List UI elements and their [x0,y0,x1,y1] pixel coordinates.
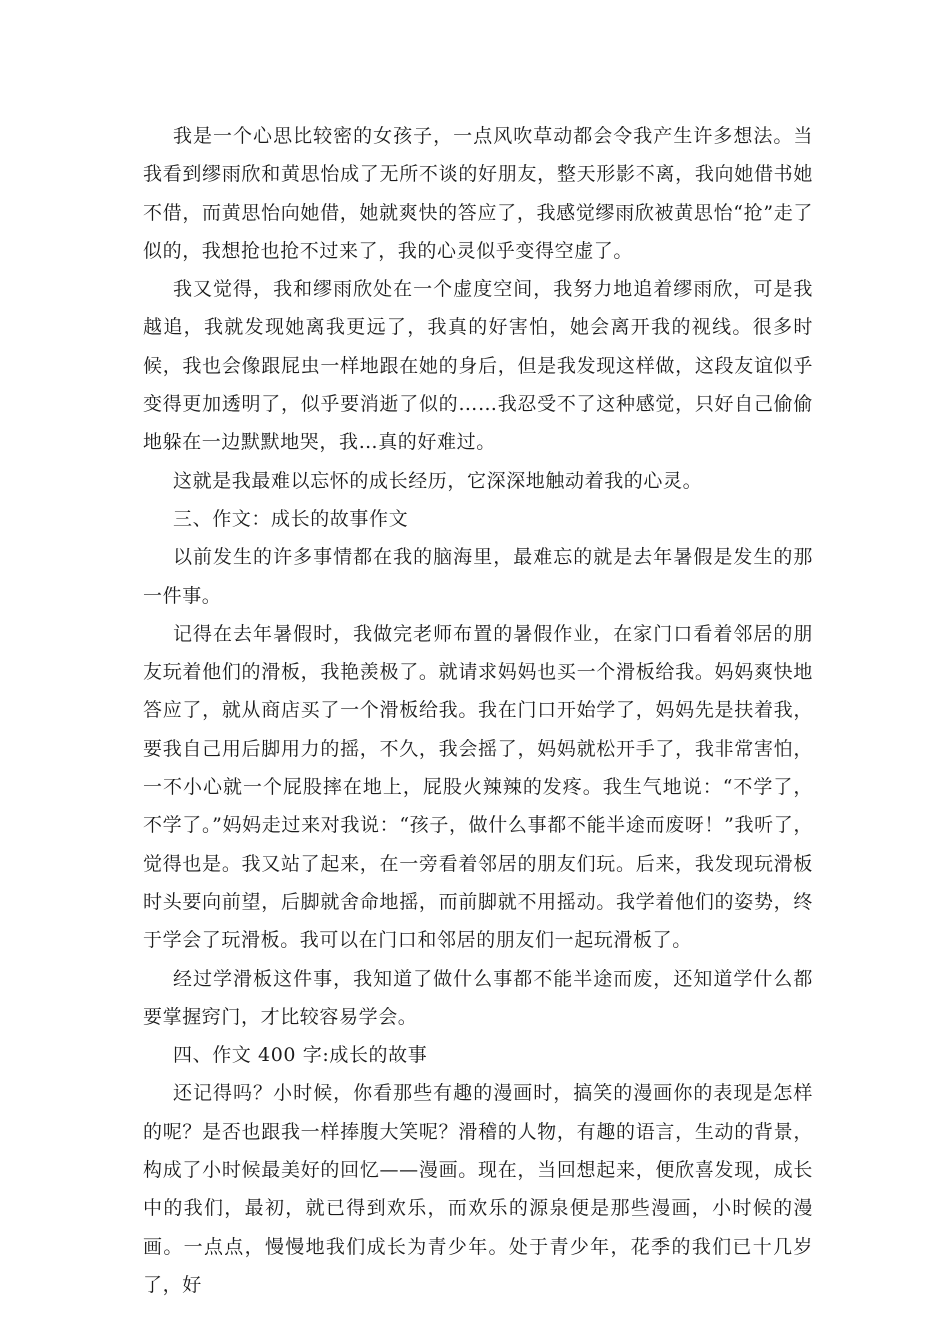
paragraph-chasing-friend: 我又觉得，我和缪雨欣处在一个虚度空间，我努力地追着缪雨欣，可是我越追，我就发现她离我更远了，我真的好害怕，她会离开我的视线。很多时候，我也会像跟屁虫一样地跟在她的身后，但是我发现这样做，这段友谊似乎变得更加透明了，似乎要消逝了似的……我忍受不了这种感觉，只好自己偷偷地躲在一边默默地哭，我…真的好难过。 [143,278,813,454]
paragraph-skateboard-story: 记得在去年暑假时，我做完老师布置的暑假作业，在家门口看着邻居的朋友玩着他们的滑板，我艳羡极了。就请求妈妈也买一个滑板给我。妈妈爽快地答应了，就从商店买了一个滑板给我。我在门口开始学了，妈妈先是扶着我，要我自己用后脚用力的摇，不久，我会摇了，妈妈就松开手了，我非常害怕，一不小心就一个屁股摔在地上，屁股火辣辣的发疼。我生气地说：“不学了，不学了。”妈妈走过来对我说：“孩子，做什么事都不能半途而废呀！”我听了，觉得也是。我又站了起来，在一旁看着邻居的朋友们玩。后来，我发现玩滑板时头要向前望，后脚就舍命地摇，而前脚就不用摇动。我学着他们的姿势，终于学会了玩滑板。我可以在门口和邻居的朋友们一起玩滑板了。 [143,622,813,952]
paragraph-lesson-learned: 经过学滑板这件事，我知道了做什么事都不能半途而废，还知道学什么都要掌握窍门，才比较容易学会。 [143,967,813,1028]
paragraph-friendship-worry: 我是一个心思比较密的女孩子，一点风吹草动都会令我产生许多想法。当我看到缪雨欣和黄思怡成了无所不谈的好朋友，整天形影不离，我向她借书她不借，而黄思怡向她借，她就爽快的答应了，我感觉缪雨欣被黄思怡“抢”走了似的，我想抢也抢不过来了，我的心灵似乎变得空虚了。 [143,125,813,262]
section-heading-4: 四、作文 400 字:成长的故事 [173,1044,428,1067]
paragraph-comics-memory: 还记得吗？小时候，你看那些有趣的漫画时，搞笑的漫画你的表现是怎样的呢？是否也跟我一样捧腹大笑呢？滑稽的人物，有趣的语言，生动的背景，构成了小时候最美好的回忆——漫画。现在，当回想起来，便欣喜发现，成长中的我们，最初，就已得到欢乐，而欢乐的源泉便是那些漫画，小时候的漫画。一点点，慢慢地我们成长为青少年。处于青少年，花季的我们已十几岁了，好 [143,1082,813,1296]
section-heading-3: 三、作文：成长的故事作文 [173,507,409,530]
paragraph-summer-memory: 以前发生的许多事情都在我的脑海里，最难忘的就是去年暑假是发生的那一件事。 [143,546,813,607]
document-body [143,117,813,1304]
paragraph-unforgettable-experience: 这就是我最难以忘怀的成长经历，它深深地触动着我的心灵。 [173,469,703,492]
